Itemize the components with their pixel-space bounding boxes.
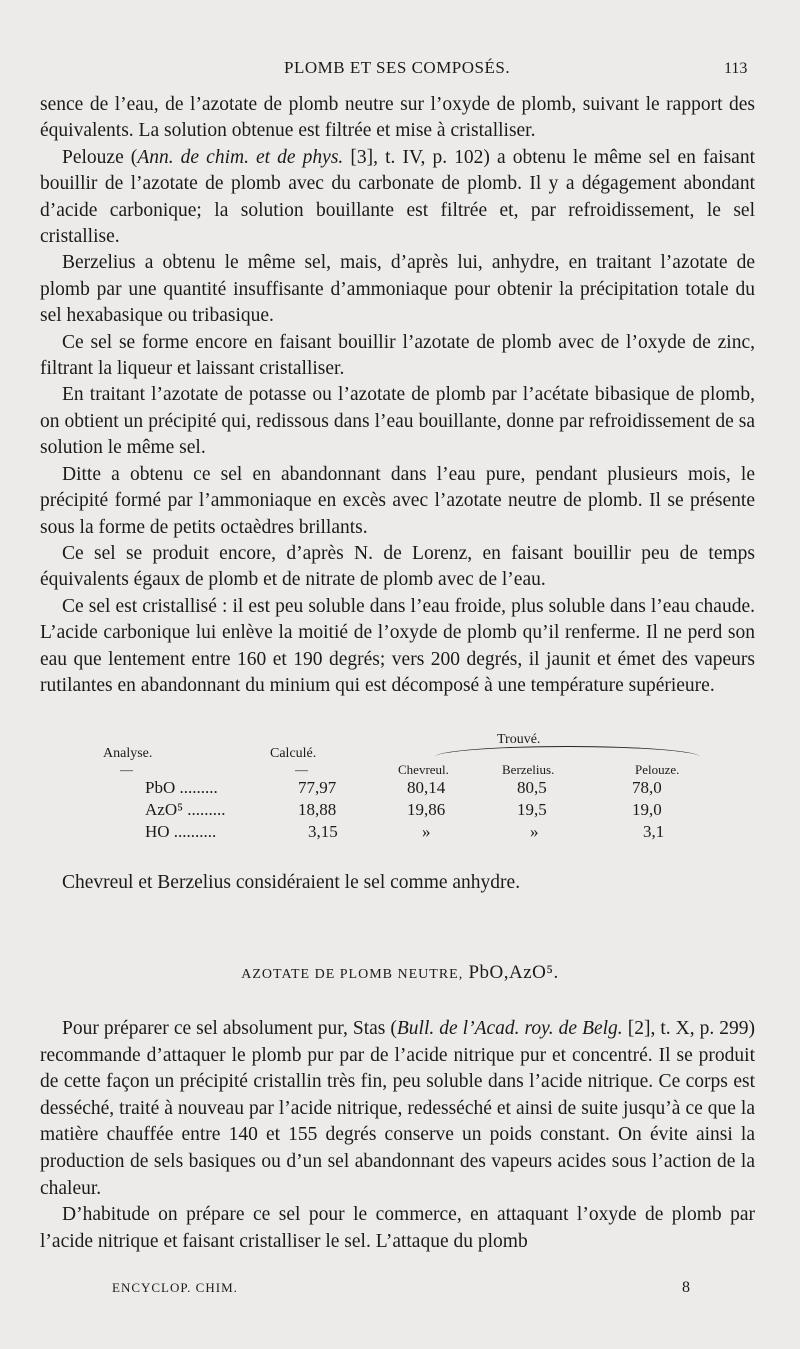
section-formula: PbO,AzO⁵. [468,962,559,983]
header-calcule: Calculé. [270,746,317,761]
paragraph-commerce: D’habitude on prépare ce sel pour le commerce, en attaquant l’oxyde de plomb par l’acide nitrique et faisant cristalliser le sel. L’attaque du plomb [40,1204,755,1252]
row-pbo-calc: 77,97 [298,778,337,797]
paragraph-lorenz: Ce sel se produit encore, d’après N. de Lorenz, en faisant bouillir peu de temps équivalents égaux de plomb et de nitrate de plomb avec de l’eau. [40,542,755,591]
analysis-table [40,732,760,842]
stas-citation: Bull. de l’Acad. roy. de Belg. [396,1018,623,1039]
section-title: AZOTATE DE PLOMB NEUTRE, [241,967,464,982]
calcule-dash: — [295,762,308,777]
stas-rest: [2], t. X, p. 299) recommande d’attaquer le plomb pur par de l’acide nitrique pur et concentré. Il se produit de cette façon un précipité cristallin très fin, peu soluble dans l’acide nitrique. Ce corps est desséché, traité à nouveau par l’acide nitrique, redesséché et ainsi de suite jusqu’à ce que la matière chauffée entre 140 et 155 degrés conserve un poids constant. On évite ainsi la production de sels basiques ou d’un sel abandonnant des vapeurs acides sous l’action de la chaleur. [40,1018,756,1199]
page-footer [0,1280,800,1300]
row-ho-label: HO .......... [145,822,217,841]
subheader-pelouze: Pelouze. [635,762,680,777]
running-header [0,58,800,82]
header-analyse: Analyse. [103,746,153,761]
subheader-berzelius: Berzelius. [502,762,555,777]
row-pbo-label: PbO ......... [145,778,218,797]
row-ho-pelouze: 3,1 [643,822,665,841]
row-ho-calc: 3,15 [308,822,338,841]
header-trouve: Trouvé. [497,732,541,747]
stas-start: Pour préparer ce sel absolument pur, Stas ( [62,1018,397,1039]
conclusion-text [40,870,755,896]
section-heading [0,962,800,984]
pelouze-name: Pelouze ( [62,146,138,168]
paragraph-acetate: En traitant l’azotate de potasse ou l’azotate de plomb par l’acétate bibasique de plomb, on obtient un précipité qui, redissous dans l’eau bouillante, donne par refroidissement de sa solution le même sel. [40,384,755,459]
row-azo5-chevreul: 19,86 [407,800,446,819]
row-pbo-berzelius: 80,5 [517,778,547,797]
subheader-chevreul: Chevreul. [398,762,449,777]
body-text [40,92,755,699]
paragraph-ditte: Ditte a obtenu ce sel en abandonnant dans l’eau pure, pendant plusieurs mois, le précipité formé par l’ammoniaque en excès avec l’azotate neutre de plomb. Il se présente sous la forme de petits octaèdres brillants. [40,463,755,538]
row-ho-chevreul: » [422,822,431,841]
footer-signature: ENCYCLOP. CHIM. [112,1280,238,1295]
section-text [40,1016,755,1255]
paragraph-continuation: sence de l’eau, de l’azotate de plomb neutre sur l’oxyde de plomb, suivant le rapport des équivalents. La solution obtenue est filtrée et mise à cristalliser. [40,94,755,142]
row-azo5-label: AzO⁵ ......... [145,800,226,819]
paragraph-properties: Ce sel est cristallisé : il est peu soluble dans l’eau froide, plus soluble dans l’eau chaude. L’acide carbonique lui enlève la moitié de l’oxyde de plomb qu’il renferme. Il ne perd son eau que lentement entre 160 et 190 degrés; vers 200 degrés, il jaunit et émet des vapeurs rutilantes en abandonnant du minium qui est décomposé à une température supérieure. [40,595,755,696]
pelouze-citation: Ann. de chim. et de phys. [137,146,344,168]
row-azo5-berzelius: 19,5 [517,800,547,819]
footer-sheet-number: 8 [682,1279,690,1296]
running-title: PLOMB ET SES COMPOSÉS. [284,58,511,77]
paragraph-stas [40,1016,755,1202]
paragraph-zinc-oxide: Ce sel se forme encore en faisant bouillir l’azotate de plomb avec de l’oxyde de zinc, filtrant la liqueur et laissant cristalliser. [40,331,755,380]
paragraph-pelouze [40,145,755,251]
paragraph-berzelius: Berzelius a obtenu le même sel, mais, d’après lui, anhydre, en traitant l’azotate de plomb par une quantité insuffisante d’ammoniaque pour obtenir la précipitation totale du sel hexabasique ou tribasique. [40,252,755,327]
row-azo5-calc: 18,88 [298,800,337,819]
paragraph-conclusion: Chevreul et Berzelius considéraient le sel comme anhydre. [62,872,521,893]
row-azo5-pelouze: 19,0 [632,800,662,819]
pelouze-rest: [3], t. IV, p. 102) a obtenu le même sel en faisant bouillir de l’azotate de plomb avec du carbonate de plomb. Il y a dégagement abondant d’acide carbonique; la solution bouillante est filtrée et, par refroidissement, le sel cristallise. [40,146,755,248]
trouve-brace [435,746,700,757]
page-number: 113 [724,60,748,77]
row-pbo-chevreul: 80,14 [407,778,446,797]
analyse-dash: — [120,762,133,777]
row-ho-berzelius: » [530,822,539,841]
row-pbo-pelouze: 78,0 [632,778,662,797]
